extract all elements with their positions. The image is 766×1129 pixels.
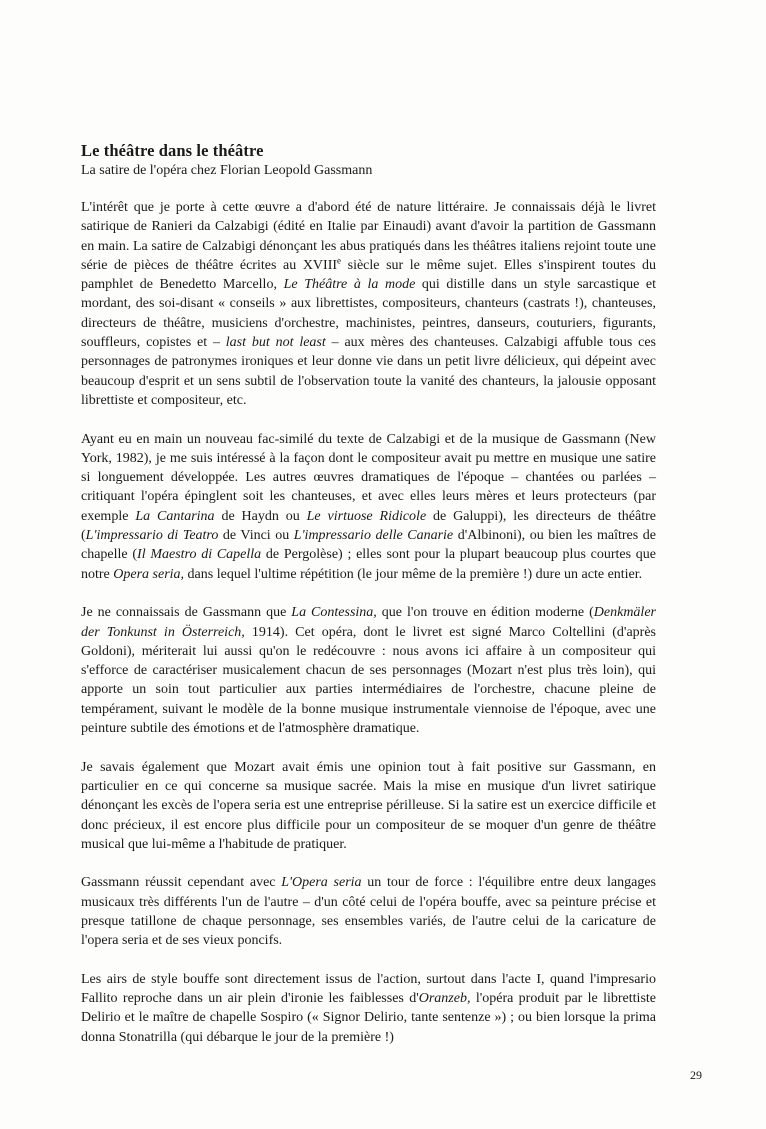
italic-title: last but not least	[225, 335, 326, 351]
text-run: Ayant eu en main un nouveau fac-similé du texte de Calzabigi et de la musique de Gassmann (New York, 1982), je me suis intéressé à la façon dont le compositeur avait pu mettre en musique une satire si longuement développée. Les autres œuvres dramatiques de l'époque – chantées ou parlées – critiquant l'opéra épinglent soit les chanteuses, et avec elles leurs mères et leurs protecteurs (par exemple	[81, 431, 656, 524]
text-run: de Haydn ou	[214, 508, 307, 524]
text-run: Gassmann réussit cependant avec	[81, 875, 282, 891]
italic-title: La Contessina,	[291, 605, 377, 621]
text-run: l'opéra produit par le librettiste Delirio et le maître de chapelle Sospiro (« Signor Delirio, tante sentenze ») ; ou bien lorsque la prima donna Stonatrilla (qui débarque le jour de la première !)	[81, 991, 656, 1045]
paragraph	[81, 970, 656, 1047]
text-run: – aux mères des chanteuses. Calzabigi affuble tous ces personnages de patronymes ironiques et leur donne vie dans un petit livre délicieux, qui dépeint avec beaucoup d'esprit et un sens subtil de l'observation toute la vanité des chanteurs, la jalousie opposant librettiste et compositeur, etc.	[81, 335, 656, 408]
text-run: un tour de force : l'équilibre entre deux langages musicaux très différents l'un de l'autre – d'un côté celui de l'opéra bouffe, avec sa peinture précise et presque tatillone de chaque personnage, ses ensembles variés, de l'autre celui de la caricature de l'opera seria et de ses vieux poncifs.	[81, 875, 656, 949]
text-run: qui distille dans un style sarcastique et mordant, des soi-disant « conseils » aux librettistes, compositeurs, chanteurs (castrats !), chanteuses, directeurs de théâtre, musiciens d'orchestre, machinistes, peintres, danseurs, couturiers, figurants, souffleurs, copistes et –	[81, 277, 657, 351]
italic-title: Opera seria,	[113, 566, 185, 582]
text-run: Je savais également que Mozart avait émis une opinion tout à fait positive sur Gassmann, en particulier en ce qui concerne sa musique sacrée. Mais la mise en musique d'un livret satirique dénonçant les excès de l'opera seria est une entreprise périlleuse. Si la satire est un exercice difficile et donc précieux, il est encore plus difficile pour un compositeur de se moquer d'un genre de théâtre musical que lui-même a l'habitude de pratiquer.	[81, 759, 656, 852]
text-run: de Galuppi), les directeurs de théâtre (	[81, 508, 656, 544]
italic-title: L'impressario di Teatro	[85, 528, 219, 544]
italic-title: La Cantarina	[135, 508, 215, 524]
paragraph	[81, 873, 656, 950]
text-run: dans lequel l'ultime répétition (le jour même de la première !) dure un acte entier.	[184, 566, 643, 582]
text-run: de Pergolèse) ; elles sont pour la plupart beaucoup plus courtes que notre	[81, 547, 657, 582]
text-run: Je ne connaissais de Gassmann que	[81, 605, 292, 621]
italic-title: L'impressario delle Canarie	[293, 528, 454, 544]
paragraph	[81, 430, 656, 584]
text-run: Les airs de style bouffe sont directement issus de l'action, surtout dans l'acte I, quand l'impresario Fallito reproche dans un air plein d'ironie les faiblesses d'	[81, 971, 656, 1007]
section-heading: Le théâtre dans le théâtre	[81, 141, 264, 160]
paragraph	[81, 603, 656, 738]
text-run: que l'on trouve en édition moderne (	[376, 605, 594, 621]
italic-title: Il Maestro di Capella	[137, 547, 262, 563]
text-run: 1914). Cet opéra, dont le livret est signé Marco Coltellini (d'après Goldoni), mériterait lui aussi qu'on le redécouvre : nous avons ici affaire à un compositeur qui s'efforce de caractériser musicalement chacun de ses personnages (Mozart n'est plus très loin), qui apporte un soin tout particulier aux parties intermédiaires de l'orchestre, chacune pleine de tempérament, suivant le modèle de la bonne musique instrumentale viennoise de l'époque, avec une peinture subtile des émotions et de l'atmosphère dramatique.	[81, 624, 656, 737]
paragraph	[81, 198, 656, 410]
text-run: de Vinci ou	[218, 528, 294, 544]
page-number: 29	[690, 1068, 702, 1082]
italic-title: Denkmäler der Tonkunst in Österreich,	[81, 605, 656, 640]
superscript: e	[337, 255, 342, 266]
section-subtitle: La satire de l'opéra chez Florian Leopold Gassmann	[81, 163, 373, 178]
text-run: L'intérêt que je porte à cette œuvre a d'abord été de nature littéraire. Je connaissais déjà le livret satirique de Ranieri da Calzabigi (édité en Italie par Einaudi) avant d'avoir la partition de Gassmann en main. La satire de Calzabigi dénonçant les abus pratiqués dans les théâtres italiens rejoint toute une série de pièces de théâtre écrites au XVIII	[81, 200, 656, 273]
italic-title: Le virtuose Ridicole	[306, 508, 427, 524]
italic-title: L'Opera seria	[281, 875, 362, 891]
body-text	[81, 198, 656, 1066]
text-run: d'Albinoni), ou bien les maîtres de chapelle (	[81, 528, 656, 563]
italic-title: Le Théâtre à la mode	[283, 277, 416, 293]
text-run: siècle sur le même sujet. Elles s'inspirent toutes du pamphlet de Benedetto Marcello,	[81, 257, 656, 293]
paragraph	[81, 758, 656, 854]
italic-title: Oranzeb,	[418, 991, 471, 1007]
